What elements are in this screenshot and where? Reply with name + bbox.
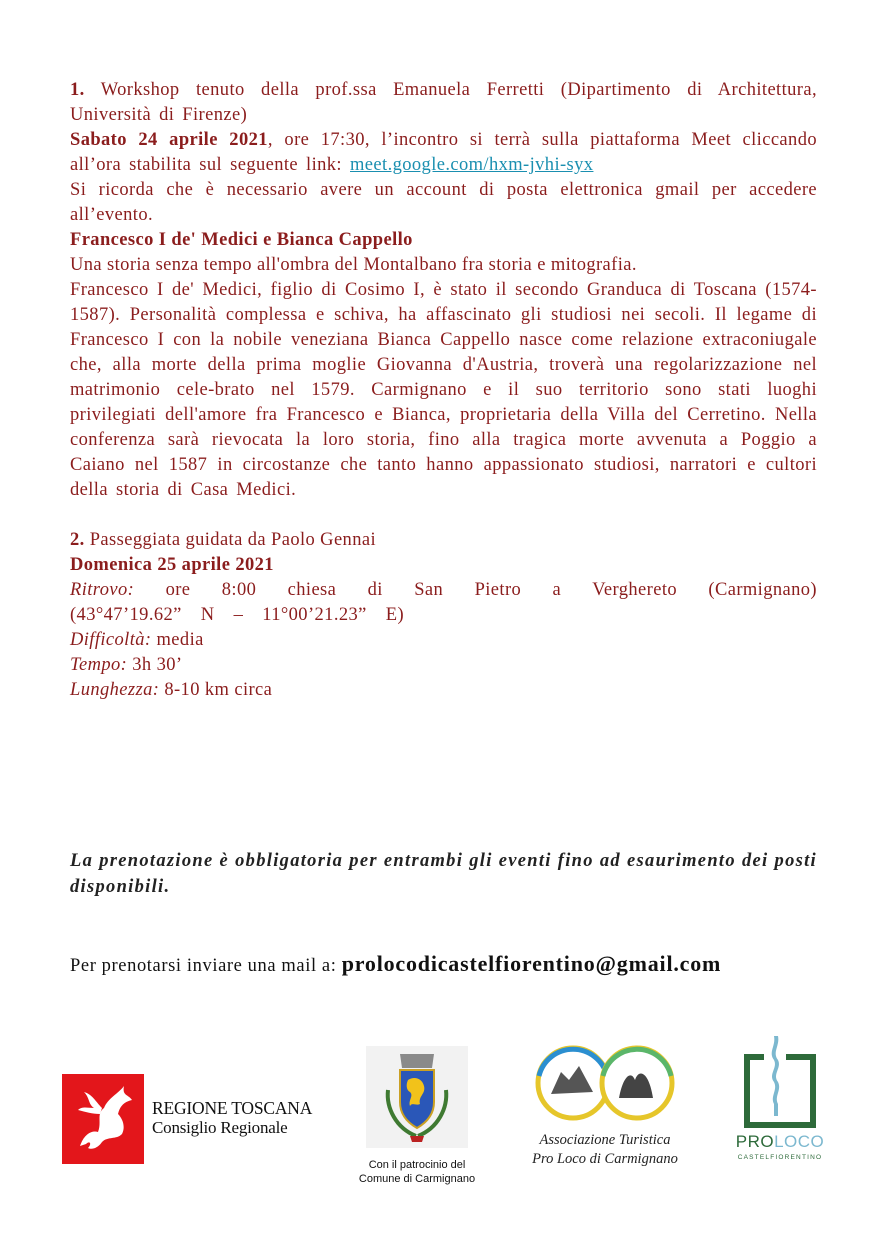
- regione-toscana-pegasus-logo: [62, 1074, 144, 1164]
- mandatory-booking-note: La prenotazione è obbligatoria per entrambi gli eventi fino ad esaurimento dei posti disponibili.: [70, 851, 817, 897]
- patrocinio-line2: Comune di Carmignano: [358, 1173, 476, 1185]
- event2-time: [70, 653, 817, 678]
- event1-date-paragraph: [70, 128, 817, 178]
- difficulty-label: Difficoltà:: [70, 630, 152, 650]
- event2-length: [70, 678, 817, 703]
- difficulty-value: media: [156, 630, 204, 650]
- event1-time-text: , ore 17:30, l’incontro si terrà sulla piattaforma Meet cliccando all’ora stabilita sul seguente link:: [70, 130, 817, 175]
- event1-heading: Workshop tenuto della prof.ssa Emanuela Ferretti (Dipartimento di Architettura, Università di Firenze): [70, 80, 817, 125]
- booking-email[interactable]: prolocodicastelfiorentino@gmail.com: [341, 951, 722, 976]
- meeting-value: ore 8:00 chiesa di San Pietro a Verghereto (Carmignano) (43°47’19.62” N – 11°00’21.23” E): [70, 580, 817, 625]
- event2-meeting: [70, 578, 817, 628]
- assoc-line1: Associazione Turistica: [539, 1132, 671, 1148]
- event1-subtitle: Una storia senza tempo all'ombra del Montalbano fra storia e mitografia.: [70, 255, 637, 275]
- event2-difficulty: [70, 628, 817, 653]
- booking-instruction: [70, 951, 721, 977]
- crest-crown: [400, 1054, 434, 1068]
- event1-title: Francesco I de' Medici e Bianca Cappello: [70, 230, 413, 250]
- proloco-part1: PRO: [735, 1132, 775, 1151]
- event2-heading: Passeggiata guidata da Paolo Gennai: [89, 530, 377, 550]
- proloco-part2: LOCO: [774, 1132, 825, 1151]
- event1-description: Francesco I de' Medici, figlio di Cosimo I, è stato il secondo Granduca di Toscana (1574-1587). Personalità complessa e schiva, ha affascinato gli studiosi nei secoli. Il legame di Francesco I con la nobile veneziana Bianca Cappello nasce come relazione extraconiugale che, alla morte della prima moglie Giovanna d'Austria, troverà una regolarizzazione nel matrimonio cele-brato nel 1579. Carmignano e il suo territorio sono stati luoghi privilegiati dell'amore fra Francesco e Bianca, proprietaria della Villa del Cerretino. Nella conferenza sarà rievocata la loro storia, fino alla tragica morte avvenuta a Poggio a Caiano nel 1587 in circostanze che tanto hanno appassionato studiosi, narratori e cultori della storia di Casa Medici.: [70, 280, 817, 500]
- proloco-castelfiorentino-logo: [740, 1036, 820, 1130]
- regione-line1: REGIONE TOSCANA: [152, 1098, 313, 1118]
- proloco-subtitle: CASTELFIORENTINO: [737, 1154, 823, 1161]
- regione-line2: Consiglio Regionale: [152, 1118, 288, 1137]
- event2-number: 2.: [70, 530, 85, 550]
- associazione-label: [520, 1131, 690, 1169]
- booking-instruction-text: Per prenotarsi inviare una mail a:: [70, 956, 342, 976]
- patrocinio-line1: Con il patrocinio del: [368, 1159, 466, 1171]
- length-label: Lunghezza:: [70, 680, 160, 700]
- regione-toscana-label: [152, 1098, 312, 1138]
- patrocinio-label: [350, 1158, 484, 1186]
- event1-heading-paragraph: [70, 78, 817, 128]
- proloco-wordmark: [732, 1132, 828, 1152]
- meeting-label: Ritrovo:: [70, 580, 135, 600]
- meet-link[interactable]: meet.google.com/hxm-jvhi-syx: [350, 155, 594, 175]
- time-label: Tempo:: [70, 655, 128, 675]
- event1-date: Sabato 24 aprile 2021: [70, 130, 268, 150]
- event2-date: Domenica 25 aprile 2021: [70, 555, 274, 575]
- event2-heading-paragraph: [70, 528, 817, 553]
- proloco-frame: [744, 1054, 816, 1128]
- comune-carmignano-crest: [366, 1046, 468, 1148]
- length-value: 8-10 km circa: [164, 680, 273, 700]
- crest-ribbon: [410, 1136, 424, 1142]
- proloco-wave: [772, 1036, 779, 1116]
- event1-number: 1.: [70, 80, 85, 100]
- assoc-line2: Pro Loco di Carmignano: [532, 1151, 678, 1167]
- time-value: 3h 30’: [132, 655, 183, 675]
- event1-account-note: Si ricorda che è necessario avere un account di posta elettronica gmail per accedere all’evento.: [70, 180, 817, 225]
- proloco-carmignano-logo: [533, 1042, 679, 1124]
- event-content: [70, 78, 817, 703]
